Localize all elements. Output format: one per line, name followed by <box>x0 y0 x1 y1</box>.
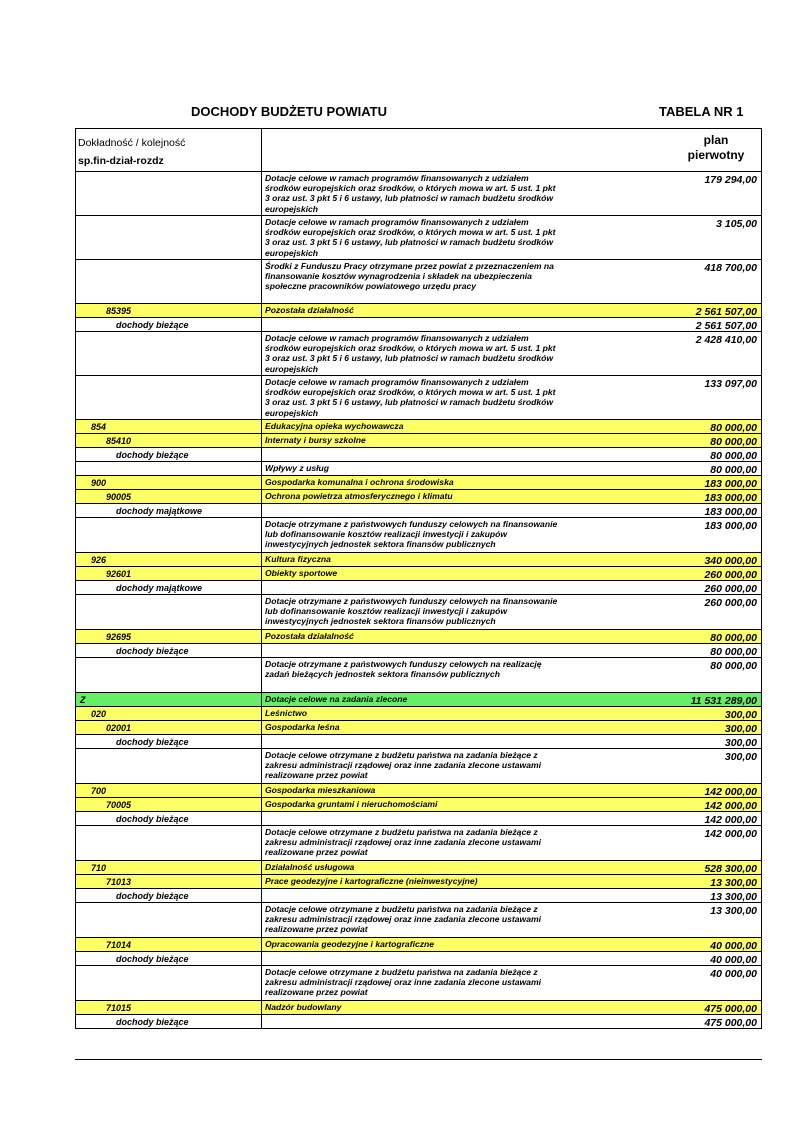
row-description: Gospodarka mieszkaniowa <box>265 785 376 795</box>
table-row <box>75 332 762 376</box>
table-row <box>75 889 762 903</box>
row-code: 02001 <box>76 721 262 734</box>
row-description <box>262 735 564 748</box>
row-plan-value: 11 531 289,00 <box>690 695 757 707</box>
row-code: 854 <box>76 420 262 433</box>
table-row <box>75 938 762 952</box>
row-code <box>76 260 262 303</box>
row-plan-value: 80 000,00 <box>710 660 757 672</box>
table-row <box>75 581 762 595</box>
table-row <box>75 798 762 812</box>
row-description: Pozostała działalność <box>265 305 354 315</box>
row-plan-value: 179 294,00 <box>704 174 757 186</box>
table-row <box>75 420 762 434</box>
row-description: Dotacje celowe w ramach programów finansowanych z udziałem środków europejskich oraz środków, o których mowa w art. 5 ust. 1 pkt 3 oraz ust. 3 pkt 5 i 6 ustawy, lub płatności w ramach budżetu środków europejskich <box>265 333 556 374</box>
table-row <box>75 735 762 749</box>
table-row <box>75 903 762 938</box>
row-description: Obiekty sportowe <box>265 568 338 578</box>
row-code: 85410 <box>76 434 262 447</box>
row-description: Dotacje otrzymane z państwowych funduszy celowych na finansowanie lub dofinansowanie kosztów realizacji inwestycji i zakupów inwestycyjnych jednostek sektora finansów publicznych <box>265 596 558 627</box>
row-description: Dotacje otrzymane z państwowych funduszy celowych na finansowanie lub dofinansowanie kosztów realizacji inwestycji i zakupów inwestycyjnych jednostek sektora finansów publicznych <box>265 519 558 550</box>
row-code: 85395 <box>76 304 262 317</box>
row-description: Dotacje celowe otrzymane z budżetu państwa na zadania bieżące z zakresu administracji rządowej oraz inne zadania zlecone ustawami realizowane przez powiat <box>265 750 542 781</box>
table-row <box>75 721 762 735</box>
row-code <box>76 826 262 860</box>
table-row <box>75 1015 762 1029</box>
row-code <box>76 376 262 419</box>
row-plan-value: 142 000,00 <box>704 786 757 798</box>
row-code: 926 <box>76 553 262 566</box>
table-row <box>75 504 762 518</box>
table-row <box>75 448 762 462</box>
row-plan-value: 80 000,00 <box>710 436 757 448</box>
table-row <box>75 749 762 784</box>
row-description: Dotacje otrzymane z państwowych funduszy celowych na realizację zadań bieżących jednostek sektora finansów publicznych <box>265 659 542 680</box>
row-description: Ochrona powietrza atmosferycznego i klimatu <box>265 491 453 501</box>
row-description: Środki z Funduszu Pracy otrzymane przez powiat z przeznaczeniem na finansowanie kosztów wynagrodzenia i składek na ubezpieczenia społeczne pracowników powiatowego urzędu pracy <box>265 261 554 292</box>
row-code: dochody bieżące <box>76 1015 262 1028</box>
table-row <box>75 784 762 798</box>
page-title: DOCHODY BUDŻETU POWIATU <box>191 104 387 119</box>
row-description: Dotacje celowe w ramach programów finansowanych z udziałem środków europejskich oraz środków, o których mowa w art. 5 ust. 1 pkt 3 oraz ust. 3 pkt 5 i 6 ustawy, lub płatności w ramach budżetu środków europejskich <box>265 173 556 214</box>
row-plan-value: 183 000,00 <box>704 478 757 490</box>
row-description: Leśnictwo <box>265 708 308 718</box>
row-code: 71013 <box>76 875 262 888</box>
table-row <box>75 658 762 693</box>
table-row <box>75 826 762 861</box>
row-code <box>76 966 262 1000</box>
row-plan-value: 2 561 507,00 <box>695 306 757 318</box>
row-description <box>262 644 564 657</box>
table-row <box>75 376 762 420</box>
row-plan-value: 300,00 <box>724 751 757 763</box>
row-description: Dotacje celowe otrzymane z budżetu państwa na zadania bieżące z zakresu administracji rządowej oraz inne zadania zlecone ustawami realizowane przez powiat <box>265 967 542 998</box>
row-code: dochody bieżące <box>76 812 262 825</box>
row-plan-value: 40 000,00 <box>710 968 757 980</box>
row-plan-value: 80 000,00 <box>710 450 757 462</box>
row-code: dochody bieżące <box>76 735 262 748</box>
table-row <box>75 812 762 826</box>
row-plan-value: 80 000,00 <box>710 632 757 644</box>
row-code: Z <box>76 693 262 706</box>
row-plan-value: 80 000,00 <box>710 464 757 476</box>
header-code-label: sp.fin-dział-rozdz <box>78 155 164 167</box>
row-code <box>76 172 262 215</box>
row-description <box>262 581 564 594</box>
row-code: dochody majątkowe <box>76 504 262 517</box>
page-footer-line <box>75 1059 762 1060</box>
row-plan-value: 13 300,00 <box>710 891 757 903</box>
row-code: 700 <box>76 784 262 797</box>
row-description: Edukacyjna opieka wychowawcza <box>265 421 404 431</box>
row-description: Działalność usługowa <box>265 862 355 872</box>
table-row <box>75 490 762 504</box>
row-plan-value: 80 000,00 <box>710 422 757 434</box>
row-description <box>262 812 564 825</box>
header-col-code <box>76 129 262 171</box>
row-plan-value: 260 000,00 <box>704 597 757 609</box>
row-description: Dotacje celowe na zadania zlecone <box>265 694 408 704</box>
row-code: dochody bieżące <box>76 318 262 331</box>
row-code: 70005 <box>76 798 262 811</box>
table-row <box>75 875 762 889</box>
row-description: Gospodarka leśna <box>265 722 340 732</box>
row-code: 92695 <box>76 630 262 643</box>
row-plan-value: 300,00 <box>724 709 757 721</box>
row-plan-value: 528 300,00 <box>704 863 757 875</box>
table-body <box>75 172 762 1029</box>
table-row <box>75 434 762 448</box>
row-code <box>76 658 262 692</box>
row-code: dochody bieżące <box>76 889 262 902</box>
row-code: 71015 <box>76 1001 262 1014</box>
row-code: 020 <box>76 707 262 720</box>
header-plan-line1: plan <box>703 133 729 147</box>
budget-table <box>75 128 762 1029</box>
table-row <box>75 304 762 318</box>
row-code: dochody bieżące <box>76 644 262 657</box>
row-code <box>76 462 262 475</box>
table-row <box>75 318 762 332</box>
row-plan-value: 340 000,00 <box>704 555 757 567</box>
row-plan-value: 183 000,00 <box>704 492 757 504</box>
row-plan-value: 300,00 <box>724 737 757 749</box>
row-plan-value: 2 561 507,00 <box>695 320 757 332</box>
table-row <box>75 630 762 644</box>
table-row <box>75 518 762 553</box>
row-description: Opracowania geodezyjne i kartograficzne <box>265 939 435 949</box>
row-plan-value: 260 000,00 <box>704 569 757 581</box>
row-plan-value: 2 428 410,00 <box>695 334 757 346</box>
row-code: dochody majątkowe <box>76 581 262 594</box>
row-code: 900 <box>76 476 262 489</box>
row-description: Dotacje celowe w ramach programów finansowanych z udziałem środków europejskich oraz środków, o których mowa w art. 5 ust. 1 pkt 3 oraz ust. 3 pkt 5 i 6 ustawy, lub płatności w ramach budżetu środków europejskich <box>265 217 556 258</box>
table-row <box>75 952 762 966</box>
row-plan-value: 300,00 <box>724 723 757 735</box>
row-code: 710 <box>76 861 262 874</box>
row-plan-value: 3 105,00 <box>716 218 757 230</box>
row-plan-value: 260 000,00 <box>704 583 757 595</box>
row-plan-value: 40 000,00 <box>710 940 757 952</box>
row-description: Gospodarka gruntami i nieruchomościami <box>265 799 438 809</box>
row-description: Dotacje celowe otrzymane z budżetu państwa na zadania bieżące z zakresu administracji rządowej oraz inne zadania zlecone ustawami realizowane przez powiat <box>265 904 542 935</box>
row-code <box>76 903 262 937</box>
row-plan-value: 80 000,00 <box>710 646 757 658</box>
table-row <box>75 693 762 707</box>
row-description <box>262 889 564 902</box>
header-precision-label: Dokładność / kolejność <box>78 137 186 149</box>
row-plan-value: 183 000,00 <box>704 506 757 518</box>
row-description: Dotacje celowe otrzymane z budżetu państwa na zadania bieżące z zakresu administracji rządowej oraz inne zadania zlecone ustawami realizowane przez powiat <box>265 827 542 858</box>
table-row <box>75 707 762 721</box>
row-code <box>76 216 262 259</box>
row-description <box>262 448 564 461</box>
table-number: TABELA NR 1 <box>659 104 744 119</box>
row-description: Prace geodezyjne i kartograficzne (nieinwestycyjne) <box>265 876 478 886</box>
table-row <box>75 861 762 875</box>
row-code: 92601 <box>76 567 262 580</box>
row-description: Dotacje celowe w ramach programów finansowanych z udziałem środków europejskich oraz środków, o których mowa w art. 5 ust. 1 pkt 3 oraz ust. 3 pkt 5 i 6 ustawy, lub płatności w ramach budżetu środków europejskich <box>265 377 556 418</box>
row-description <box>262 952 564 965</box>
row-description: Internaty i bursy szkolne <box>265 435 366 445</box>
row-code: dochody bieżące <box>76 952 262 965</box>
header-plan-label <box>681 133 751 163</box>
header-plan-line2: pierwotny <box>687 148 745 162</box>
table-row <box>75 462 762 476</box>
table-row <box>75 966 762 1001</box>
row-description: Kultura fizyczna <box>265 554 331 564</box>
table-row <box>75 216 762 260</box>
row-plan-value: 40 000,00 <box>710 954 757 966</box>
row-plan-value: 133 097,00 <box>704 378 757 390</box>
row-plan-value: 475 000,00 <box>704 1017 757 1029</box>
table-row <box>75 595 762 630</box>
row-code <box>76 518 262 552</box>
row-description: Gospodarka komunalna i ochrona środowiska <box>265 477 454 487</box>
row-plan-value: 418 700,00 <box>704 262 757 274</box>
row-description: Pozostała działalność <box>265 631 354 641</box>
row-description: Wpływy z usług <box>265 463 329 473</box>
table-row <box>75 260 762 304</box>
row-plan-value: 142 000,00 <box>704 814 757 826</box>
header-col-plan <box>262 129 761 171</box>
table-row <box>75 567 762 581</box>
table-row <box>75 644 762 658</box>
row-code: dochody bieżące <box>76 448 262 461</box>
row-code <box>76 749 262 783</box>
row-plan-value: 13 300,00 <box>710 877 757 889</box>
table-row <box>75 476 762 490</box>
table-header <box>75 128 762 172</box>
row-description <box>262 318 564 331</box>
row-code <box>76 595 262 629</box>
row-code <box>76 332 262 375</box>
table-row <box>75 172 762 216</box>
row-code: 90005 <box>76 490 262 503</box>
table-row <box>75 1001 762 1015</box>
row-plan-value: 142 000,00 <box>704 800 757 812</box>
row-plan-value: 13 300,00 <box>710 905 757 917</box>
row-code: 71014 <box>76 938 262 951</box>
row-description <box>262 1015 564 1028</box>
row-description: Nadzór budowlany <box>265 1002 342 1012</box>
row-description <box>262 504 564 517</box>
row-plan-value: 142 000,00 <box>704 828 757 840</box>
row-plan-value: 475 000,00 <box>704 1003 757 1015</box>
row-plan-value: 183 000,00 <box>704 520 757 532</box>
table-row <box>75 553 762 567</box>
